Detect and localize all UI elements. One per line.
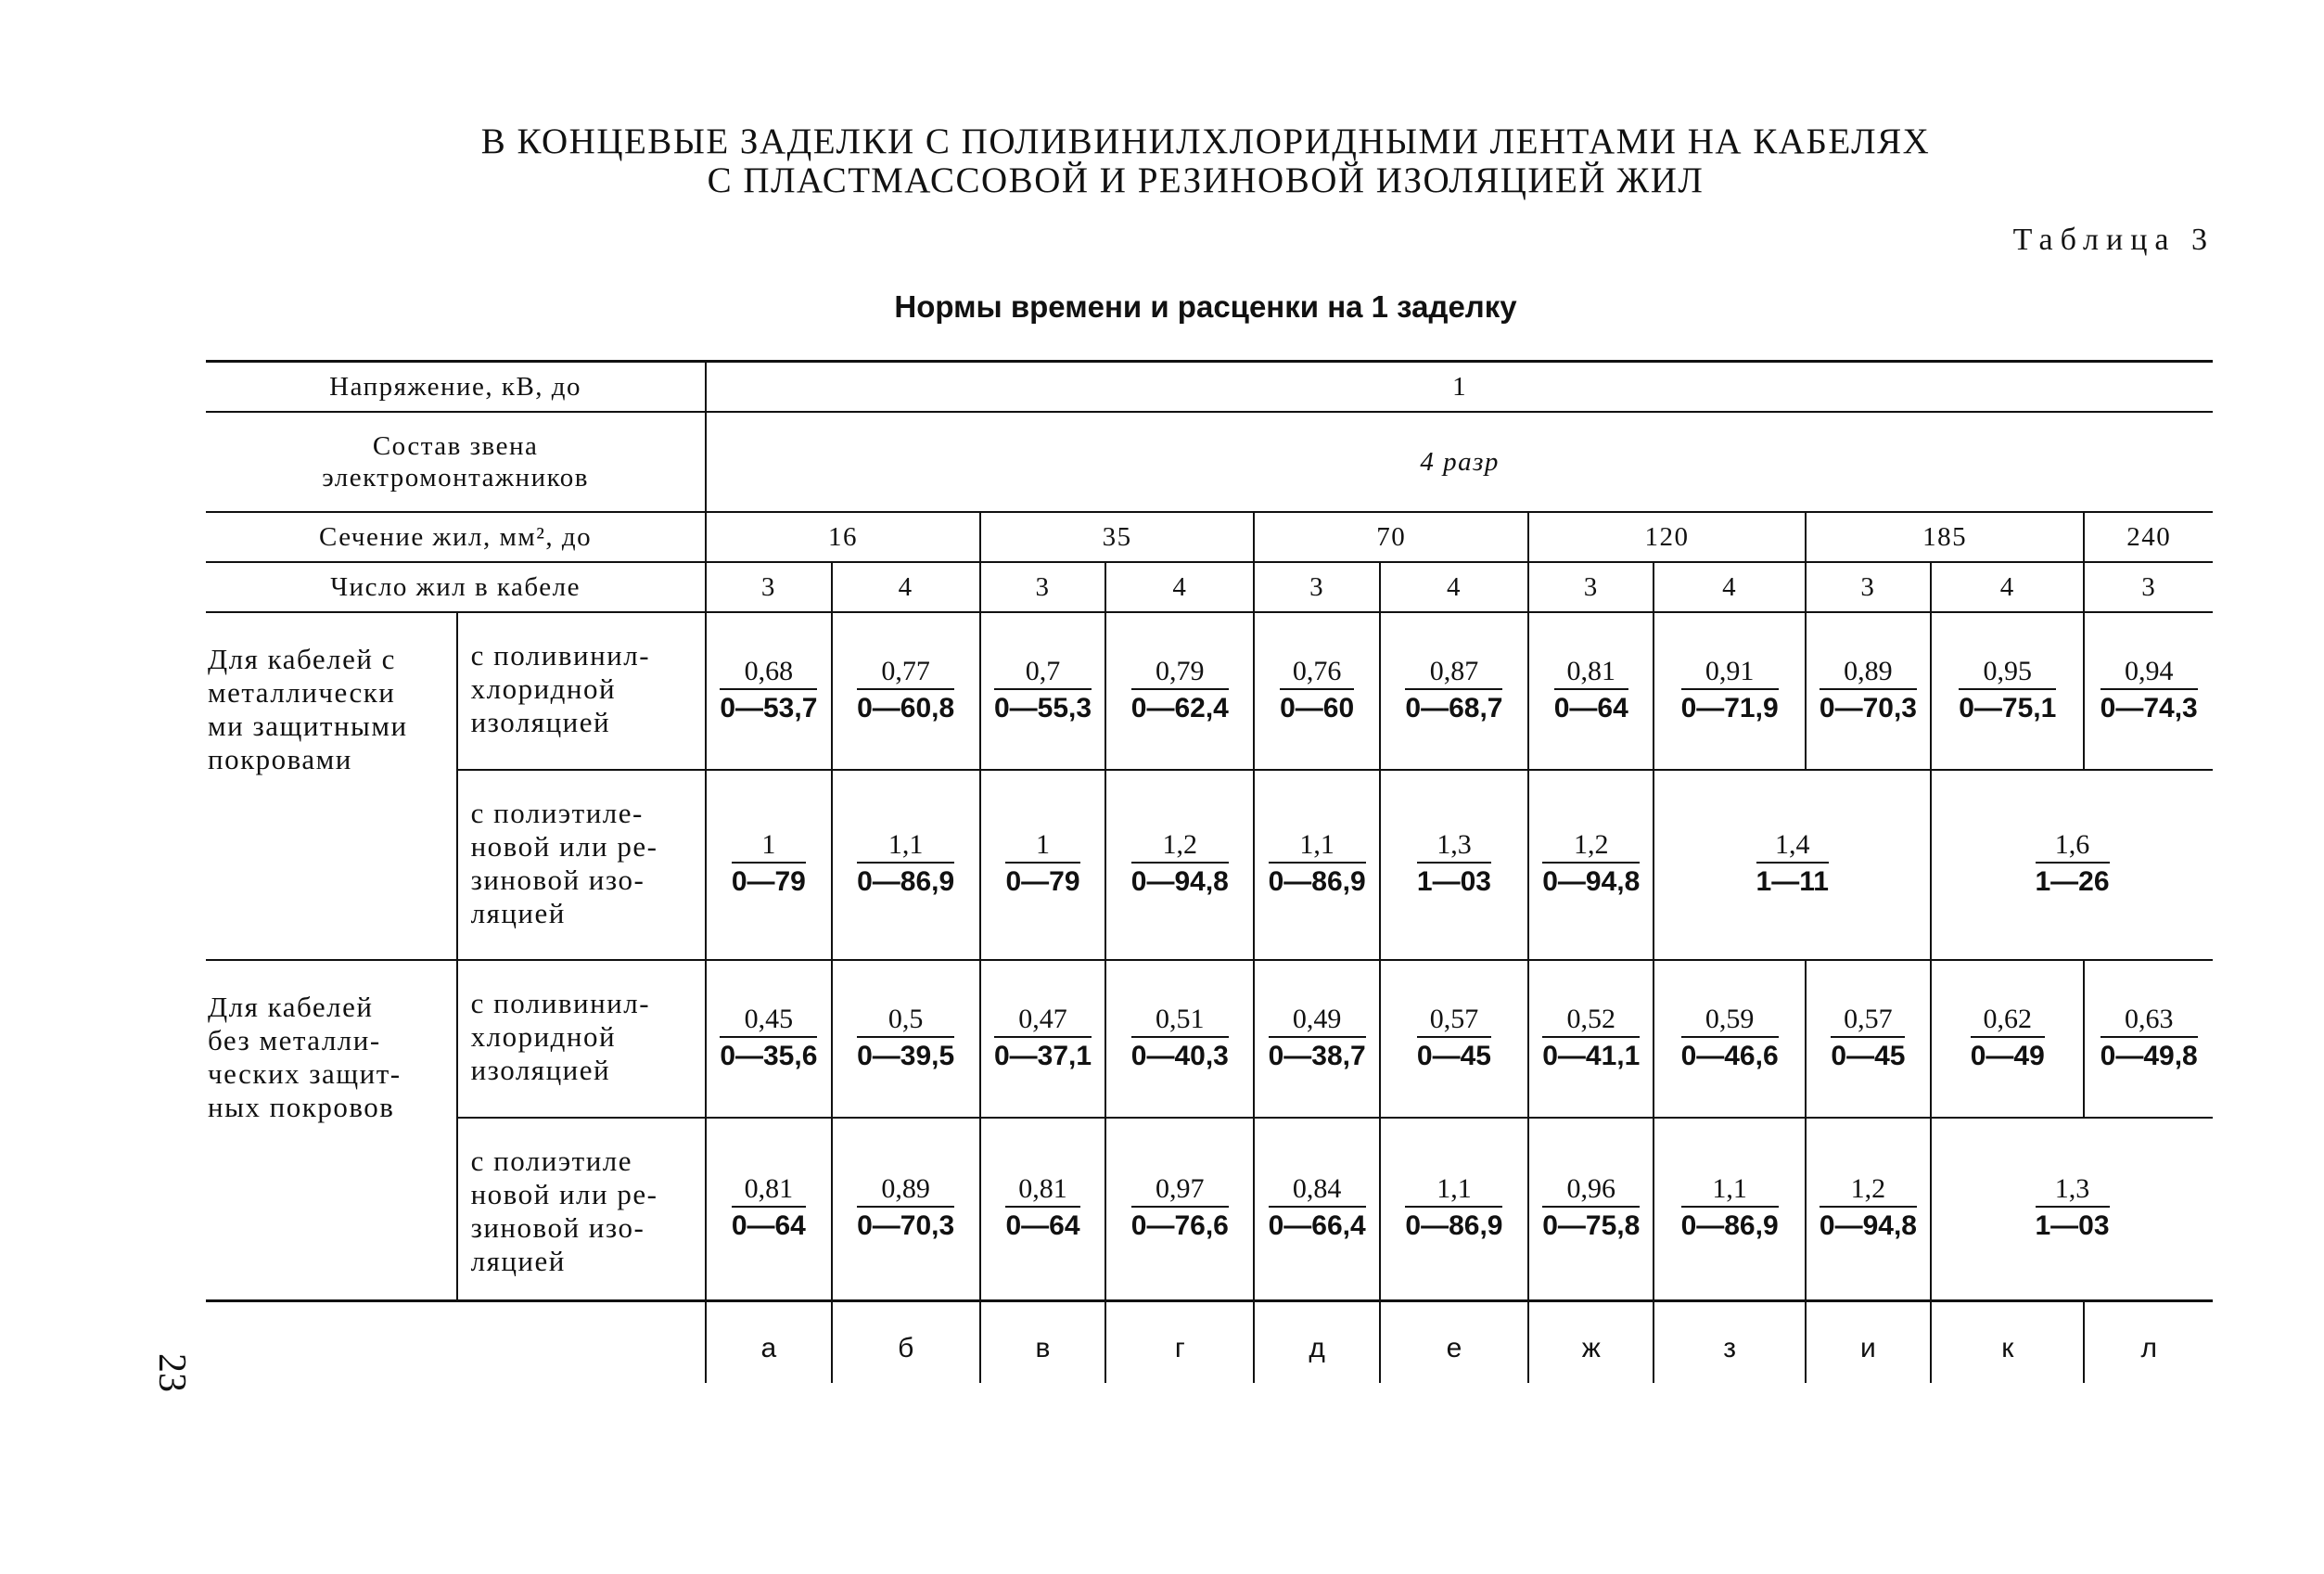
- crew-label: Состав звена электромонтажников: [206, 412, 706, 512]
- norm-price: 0—75,8: [1542, 1210, 1641, 1242]
- norm-price: 0—60: [1280, 692, 1355, 723]
- column-letter: ж: [1528, 1301, 1654, 1383]
- fraction: [1681, 1172, 1779, 1245]
- norm-time: 0,91: [1681, 655, 1779, 690]
- norm-cell: [1528, 960, 1654, 1118]
- sublabel-pe: с полиэтиле- новой или ре- зиновой изо- ляцией: [457, 770, 707, 960]
- fraction: [1131, 655, 1229, 727]
- norm-time: 1,2: [1820, 1172, 1917, 1208]
- fraction: [1131, 828, 1229, 901]
- g1-pvc-row: [206, 612, 2213, 770]
- norm-cell: [1654, 612, 1805, 770]
- norm-price: 0—49: [1970, 1040, 2045, 1071]
- norm-time: 0,45: [720, 1003, 817, 1038]
- section-cell: 120: [1528, 512, 1806, 562]
- fraction: [857, 828, 954, 901]
- norm-time: 1,2: [1542, 828, 1640, 864]
- norm-time: 0,81: [732, 1172, 806, 1208]
- norm-cell: [1806, 960, 1931, 1118]
- norm-time: 0,89: [1820, 655, 1917, 690]
- norm-time: 0,96: [1542, 1172, 1640, 1208]
- letters-empty-cell: [206, 1301, 706, 1383]
- column-letter: в: [980, 1301, 1105, 1383]
- norm-cell: [1254, 1118, 1379, 1301]
- norm-time: 0,49: [1269, 1003, 1366, 1038]
- norm-cell: [706, 1118, 831, 1301]
- cores-cell: 3: [980, 562, 1105, 612]
- fraction: [2036, 828, 2110, 901]
- norm-cell: [1254, 960, 1379, 1118]
- norm-cell: [832, 1118, 980, 1301]
- fraction: [1131, 1172, 1229, 1245]
- norm-cell: [832, 612, 980, 770]
- cores-cell: 4: [1380, 562, 1528, 612]
- fraction: [1542, 1172, 1640, 1245]
- g2-pvc-row: [206, 960, 2213, 1118]
- norms-table: [206, 360, 2213, 1383]
- fraction: [1831, 1003, 1905, 1075]
- norm-price: 0—39,5: [857, 1040, 955, 1071]
- norm-cell: [1105, 612, 1254, 770]
- norm-time: 1: [1005, 828, 1079, 864]
- fraction: [2036, 1172, 2110, 1245]
- norm-cell: [1105, 960, 1254, 1118]
- norm-cell: [1380, 1118, 1528, 1301]
- norm-time: 1,1: [857, 828, 954, 864]
- fraction: [1959, 655, 2056, 727]
- document-title: [0, 122, 2324, 200]
- column-letter: з: [1654, 1301, 1805, 1383]
- norm-price: 0—60,8: [857, 692, 955, 723]
- fraction: [1269, 828, 1366, 901]
- table-subtitle: Нормы времени и расценки на 1 заделку: [894, 289, 1517, 324]
- column-letter: е: [1380, 1301, 1528, 1383]
- norm-time: 0,51: [1131, 1003, 1229, 1038]
- fraction: [1681, 655, 1779, 727]
- norm-price: 0—53,7: [720, 692, 818, 723]
- norm-cell: [1931, 960, 2084, 1118]
- norm-time: 0,95: [1959, 655, 2056, 690]
- cores-cell: 4: [1105, 562, 1254, 612]
- fraction: [1756, 828, 1829, 901]
- norm-price: 0—94,8: [1542, 866, 1641, 897]
- fraction: [732, 828, 806, 901]
- column-letter: б: [832, 1301, 980, 1383]
- norm-time: 0,89: [857, 1172, 954, 1208]
- norm-price: 0—79: [731, 866, 806, 897]
- norm-time: 0,59: [1681, 1003, 1779, 1038]
- norm-time: 0,76: [1280, 655, 1354, 690]
- norm-price: 0—79: [1005, 866, 1080, 897]
- norm-price: 0—41,1: [1542, 1040, 1641, 1071]
- fraction: [1131, 1003, 1229, 1075]
- norm-price: 0—40,3: [1130, 1040, 1229, 1071]
- norm-cell: [706, 612, 831, 770]
- norm-price: 0—64: [1553, 692, 1628, 723]
- sublabel-pvc: с поливинил- хлоридной изоляцией: [457, 612, 707, 770]
- fraction: [1542, 1003, 1640, 1075]
- norm-cell: [1528, 770, 1654, 960]
- fraction: [857, 1003, 954, 1075]
- norm-price: 0—86,9: [1680, 1210, 1779, 1242]
- fraction: [1280, 655, 1354, 727]
- cores-cell: 3: [1528, 562, 1654, 612]
- norm-cell: [1654, 1118, 1805, 1301]
- norm-price: 0—71,9: [1680, 692, 1779, 723]
- norm-time: 0,57: [1831, 1003, 1905, 1038]
- letters-row: [206, 1301, 2213, 1383]
- norm-time: 0,7: [994, 655, 1092, 690]
- norm-time: 1,6: [2036, 828, 2110, 864]
- fraction: [2101, 1003, 2198, 1075]
- norm-price: 0—76,6: [1130, 1210, 1229, 1242]
- norm-time: 1,2: [1131, 828, 1229, 864]
- fraction: [1269, 1003, 1366, 1075]
- norm-price: 0—37,1: [993, 1040, 1092, 1071]
- section-cell: 16: [706, 512, 980, 562]
- norm-cell: [1254, 770, 1379, 960]
- title-line-1: В КОНЦЕВЫЕ ЗАДЕЛКИ С ПОЛИВИНИЛХЛОРИДНЫМИ ЛЕНТАМИ НА КАБЕЛЯХ: [480, 122, 1931, 161]
- section-label: Сечение жил, мм², до: [206, 512, 706, 562]
- norm-time: 0,68: [720, 655, 817, 690]
- column-letter: а: [706, 1301, 831, 1383]
- fraction: [2101, 655, 2198, 727]
- norm-time: 0,81: [1554, 655, 1628, 690]
- norm-time: 1,3: [2036, 1172, 2110, 1208]
- cores-label: Число жил в кабеле: [206, 562, 706, 612]
- group-label-metallic: Для кабелей с металлически ми защитными покровами: [206, 612, 457, 960]
- fraction: [720, 655, 817, 727]
- norm-cell: [1380, 960, 1528, 1118]
- norm-cell: [980, 612, 1105, 770]
- norm-time: 0,47: [994, 1003, 1092, 1038]
- norm-time: 0,5: [857, 1003, 954, 1038]
- norm-cell: [1254, 612, 1379, 770]
- norm-cell: [980, 770, 1105, 960]
- norm-time: 1: [732, 828, 806, 864]
- norm-cell: [1806, 612, 1931, 770]
- norm-cell: [1380, 770, 1528, 960]
- fraction: [1417, 1003, 1491, 1075]
- norm-cell: [1931, 612, 2084, 770]
- g2-pe-row: [206, 1118, 2213, 1301]
- norm-time: 0,77: [857, 655, 954, 690]
- fraction: [1542, 828, 1640, 901]
- norm-time: 1,1: [1405, 1172, 1502, 1208]
- norm-time: 0,84: [1269, 1172, 1366, 1208]
- crew-row: [206, 412, 2213, 512]
- norm-price: 0—70,3: [857, 1210, 955, 1242]
- norm-price: 1—03: [1416, 866, 1491, 897]
- page-number: 23: [150, 1353, 193, 1392]
- section-row: [206, 512, 2213, 562]
- norm-time: 0,87: [1405, 655, 1502, 690]
- fraction: [1681, 1003, 1779, 1075]
- title-line-2: С ПЛАСТМАССОВОЙ И РЕЗИНОВОЙ ИЗОЛЯЦИЕЙ ЖИЛ: [707, 160, 1705, 200]
- cores-cell: 3: [1254, 562, 1379, 612]
- norm-time: 0,57: [1417, 1003, 1491, 1038]
- norm-time: 0,97: [1131, 1172, 1229, 1208]
- norm-cell: [1528, 612, 1654, 770]
- fraction: [1005, 1172, 1079, 1245]
- norm-price: 0—86,9: [1405, 1210, 1503, 1242]
- norm-cell: [1654, 960, 1805, 1118]
- norm-cell-merged: [1931, 770, 2213, 960]
- norm-price: 0—86,9: [857, 866, 955, 897]
- norm-cell: [980, 960, 1105, 1118]
- norm-price: 0—94,8: [1130, 866, 1229, 897]
- fraction: [1820, 1172, 1917, 1245]
- norm-cell-merged: [1931, 1118, 2213, 1301]
- norm-price: 0—62,4: [1130, 692, 1229, 723]
- voltage-value: 1: [706, 362, 2213, 412]
- norm-price: 0—86,9: [1268, 866, 1366, 897]
- norm-cell: [706, 770, 831, 960]
- norm-time: 0,63: [2101, 1003, 2198, 1038]
- norm-cell-merged: [1654, 770, 1931, 960]
- fraction: [994, 655, 1092, 727]
- g1-pe-row: [206, 770, 2213, 960]
- norm-cell: [2084, 612, 2213, 770]
- fraction: [1554, 655, 1628, 727]
- norm-price: 0—64: [731, 1210, 806, 1242]
- norm-price: 0—74,3: [2100, 692, 2198, 723]
- norm-price: 0—70,3: [1819, 692, 1917, 723]
- norm-cell: [706, 960, 831, 1118]
- norm-time: 0,94: [2101, 655, 2198, 690]
- norm-price: 0—94,8: [1819, 1210, 1917, 1242]
- norm-price: 0—68,7: [1405, 692, 1503, 723]
- norm-cell: [2084, 960, 2213, 1118]
- norm-price: 1—26: [2035, 866, 2110, 897]
- cores-cell: 4: [1654, 562, 1805, 612]
- voltage-label: Напряжение, кВ, до: [206, 362, 706, 412]
- norm-time: 1,4: [1756, 828, 1829, 864]
- norm-price: 0—38,7: [1268, 1040, 1366, 1071]
- cores-cell: 4: [1931, 562, 2084, 612]
- norm-time: 0,62: [1971, 1003, 2045, 1038]
- column-letter: л: [2084, 1301, 2213, 1383]
- norm-time: 0,81: [1005, 1172, 1079, 1208]
- norm-price: 0—45: [1831, 1040, 1906, 1071]
- norm-price: 0—49,8: [2100, 1040, 2198, 1071]
- fraction: [1820, 655, 1917, 727]
- norm-price: 1—03: [2035, 1210, 2110, 1242]
- norm-cell: [832, 960, 980, 1118]
- norm-price: 0—64: [1005, 1210, 1080, 1242]
- section-cell: 240: [2084, 512, 2213, 562]
- fraction: [1405, 655, 1502, 727]
- norm-cell: [1806, 1118, 1931, 1301]
- fraction: [1005, 828, 1079, 901]
- group-label-nonmetallic: Для кабелей без металли- ческих защит- ных покровов: [206, 960, 457, 1301]
- norm-price: 0—35,6: [720, 1040, 818, 1071]
- voltage-row: [206, 362, 2213, 412]
- fraction: [1971, 1003, 2045, 1075]
- norm-cell: [1528, 1118, 1654, 1301]
- norm-time: 1,3: [1417, 828, 1491, 864]
- column-letter: к: [1931, 1301, 2084, 1383]
- norm-price: 0—46,6: [1680, 1040, 1779, 1071]
- norm-price: 0—45: [1416, 1040, 1491, 1071]
- norm-cell: [1105, 1118, 1254, 1301]
- norm-price: 0—55,3: [993, 692, 1092, 723]
- norm-price: 0—66,4: [1268, 1210, 1366, 1242]
- fraction: [994, 1003, 1092, 1075]
- norm-cell: [980, 1118, 1105, 1301]
- sublabel-pvc: с поливинил- хлоридной изоляцией: [457, 960, 707, 1118]
- fraction: [1405, 1172, 1502, 1245]
- section-cell: 35: [980, 512, 1255, 562]
- norm-time: 1,1: [1269, 828, 1366, 864]
- fraction: [857, 655, 954, 727]
- crew-value: 4 разр: [706, 412, 2213, 512]
- norm-time: 0,52: [1542, 1003, 1640, 1038]
- column-letter: д: [1254, 1301, 1379, 1383]
- norm-cell: [1105, 770, 1254, 960]
- norm-price: 0—75,1: [1959, 692, 2057, 723]
- cores-cell: 3: [2084, 562, 2213, 612]
- cores-cell: 4: [832, 562, 980, 612]
- column-letter: г: [1105, 1301, 1254, 1383]
- column-letter: и: [1806, 1301, 1931, 1383]
- fraction: [1417, 828, 1491, 901]
- cores-cell: 3: [706, 562, 831, 612]
- fraction: [732, 1172, 806, 1245]
- sublabel-pe: с полиэтиле новой или ре- зиновой изо- ляцией: [457, 1118, 707, 1301]
- fraction: [857, 1172, 954, 1245]
- section-cell: 70: [1254, 512, 1528, 562]
- fraction: [1269, 1172, 1366, 1245]
- norm-price: 1—11: [1756, 866, 1829, 897]
- fraction: [720, 1003, 817, 1075]
- cores-cell: 3: [1806, 562, 1931, 612]
- section-cell: 185: [1806, 512, 2085, 562]
- norm-cell: [832, 770, 980, 960]
- cores-row: [206, 562, 2213, 612]
- norm-time: 0,79: [1131, 655, 1229, 690]
- norm-time: 1,1: [1681, 1172, 1779, 1208]
- table-label: Таблица 3: [2012, 223, 2215, 257]
- norm-cell: [1380, 612, 1528, 770]
